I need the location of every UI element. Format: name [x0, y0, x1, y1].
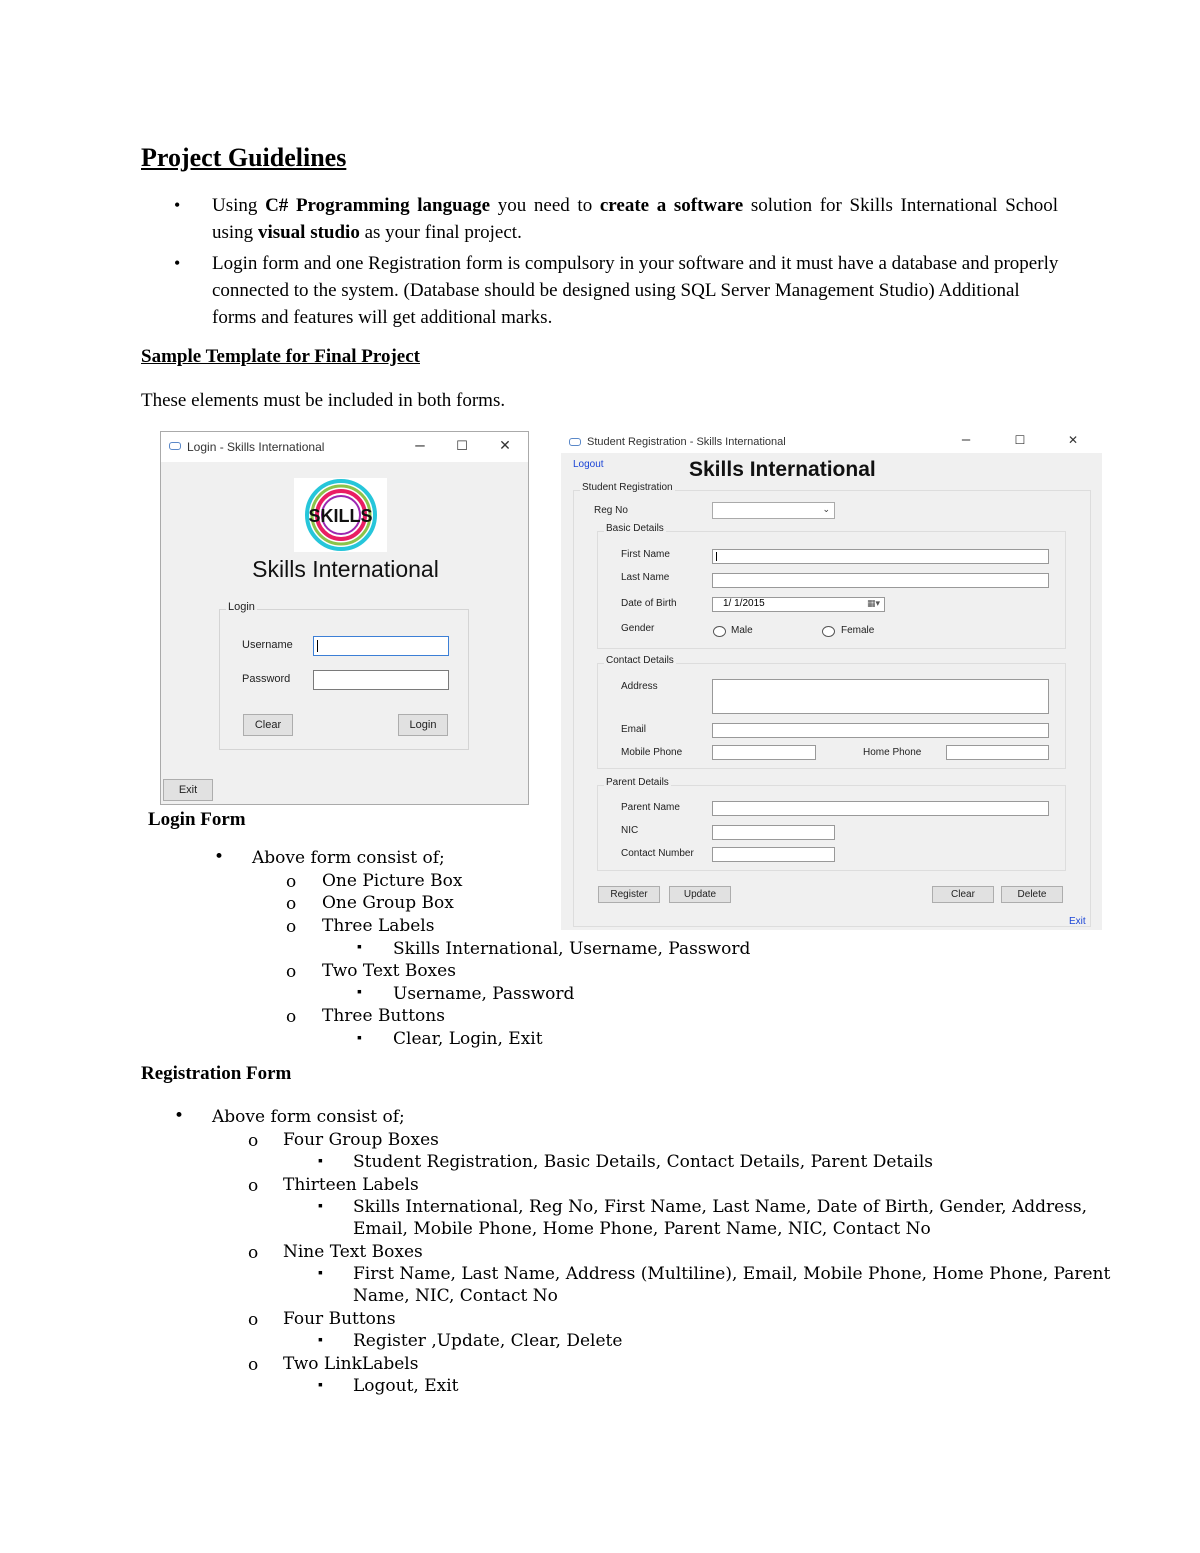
reg-item-buttons: Four Buttons [283, 1309, 396, 1329]
exit-button[interactable]: Exit [163, 779, 213, 801]
leaf-marker: ▪ [318, 1378, 323, 1393]
home-phone-input[interactable] [946, 745, 1049, 760]
reg-no-label: Reg No [594, 505, 628, 516]
login-item-buttons: Three Buttons [322, 1006, 445, 1026]
group-label: Contact Details [606, 655, 674, 666]
bullet-text: Login form and one Registration form is compulsory in your software and it must have a database and properly connected to the system. (Database should be designed using SQL Server Management Studio) Additional forms and features will get additional marks. [212, 253, 1059, 328]
leaf-marker: ▪ [318, 1266, 323, 1281]
bold-run: C# Programming language [265, 195, 491, 216]
registration-form-heading: Registration Form [141, 1063, 292, 1084]
email-label: Email [621, 724, 647, 735]
window-title: Student Registration - Skills International [587, 436, 786, 448]
register-button[interactable]: Register [598, 886, 660, 903]
username-input[interactable] [313, 636, 449, 656]
nic-input[interactable] [712, 825, 835, 840]
group-label: Basic Details [606, 523, 664, 534]
reg-item-link-labels: Two LinkLabels [283, 1354, 419, 1374]
address-input[interactable] [712, 679, 1049, 714]
nic-label: NIC [621, 825, 639, 836]
close-button[interactable]: ✕ [1067, 433, 1079, 447]
bold-run: visual studio [257, 222, 360, 243]
calendar-icon[interactable]: ▦▾ [866, 598, 880, 608]
login-item-picture-box: One Picture Box [322, 871, 463, 891]
app-icon [569, 438, 581, 446]
mobile-phone-label: Mobile Phone [621, 747, 683, 758]
reg-item-labels: Thirteen Labels [283, 1175, 419, 1195]
login-buttons-detail: Clear, Login, Exit [393, 1029, 543, 1049]
first-name-input[interactable] [712, 549, 1049, 564]
female-label: Female [841, 625, 875, 636]
dob-datepicker[interactable] [712, 597, 885, 612]
sub-marker: o [286, 1007, 297, 1027]
guideline-bullet-2 [174, 250, 1062, 331]
close-button[interactable]: ✕ [499, 437, 511, 453]
bullet-marker: • [174, 195, 181, 215]
clear-button[interactable]: Clear [932, 886, 994, 903]
password-input[interactable] [313, 670, 449, 690]
male-label: Male [731, 625, 753, 636]
group-label: Parent Details [606, 777, 669, 788]
exit-link[interactable]: Exit [1069, 916, 1086, 927]
clear-button[interactable]: Clear [243, 714, 293, 736]
login-bullet-marker: • [214, 847, 225, 867]
reg-textboxes-detail-2: Name, NIC, Contact No [353, 1286, 558, 1306]
login-item-labels: Three Labels [322, 916, 435, 936]
dob-value: 1/ 1/2015 [723, 598, 765, 609]
title-bar [161, 432, 528, 462]
login-button[interactable]: Login [398, 714, 448, 736]
group-label: Student Registration [582, 482, 673, 493]
text-run: solution for Skills International School using [212, 195, 1058, 243]
leaf-marker: ▪ [357, 985, 362, 1000]
bold-run: create a software [599, 195, 744, 216]
leaf-marker: ▪ [357, 1031, 362, 1046]
reg-no-combobox[interactable] [712, 502, 835, 519]
sub-marker: o [286, 962, 297, 982]
login-item-group-box: One Group Box [322, 893, 454, 913]
reg-links-detail: Logout, Exit [353, 1376, 459, 1396]
first-name-label: First Name [621, 549, 670, 560]
dob-label: Date of Birth [621, 598, 677, 609]
title-bar [561, 431, 1102, 453]
reg-consist-text: Above form consist of; [212, 1107, 405, 1127]
reg-item-group-boxes: Four Group Boxes [283, 1130, 439, 1150]
reg-labels-detail-1: Skills International, Reg No, First Name, Last Name, Date of Birth, Gender, Address, [353, 1197, 1088, 1217]
mobile-phone-input[interactable] [712, 745, 816, 760]
username-label: Username [242, 639, 293, 651]
reg-textboxes-detail-1: First Name, Last Name, Address (Multiline), Email, Mobile Phone, Home Phone, Parent [353, 1264, 1111, 1284]
female-radio[interactable] [822, 626, 835, 637]
app-icon [169, 442, 181, 450]
sub-marker: o [248, 1176, 259, 1196]
intro-text: These elements must be included in both forms. [141, 390, 506, 411]
leaf-marker: ▪ [357, 940, 362, 955]
sub-marker: o [286, 917, 297, 937]
gender-label: Gender [621, 623, 655, 634]
skills-logo [294, 478, 387, 552]
app-heading: Skills International [252, 556, 439, 582]
logo-text: SKILLS [308, 506, 373, 526]
email-input[interactable] [712, 723, 1049, 738]
login-form-heading: Login Form [148, 809, 246, 830]
address-label: Address [621, 681, 658, 692]
login-window [160, 431, 529, 805]
parent-name-input[interactable] [712, 801, 1049, 816]
reg-buttons-detail: Register ,Update, Clear, Delete [353, 1331, 623, 1351]
minimize-button[interactable]: – [961, 431, 971, 448]
sub-marker: o [248, 1355, 259, 1375]
password-label: Password [242, 673, 291, 685]
logout-link[interactable]: Logout [573, 459, 604, 470]
leaf-marker: ▪ [318, 1333, 323, 1348]
sub-marker: o [248, 1243, 259, 1263]
reg-groups-detail: Student Registration, Basic Details, Contact Details, Parent Details [353, 1152, 934, 1172]
reg-labels-detail-2: Email, Mobile Phone, Home Phone, Parent Name, NIC, Contact No [353, 1219, 931, 1239]
leaf-marker: ▪ [318, 1199, 323, 1214]
login-consist-text: Above form consist of; [252, 848, 445, 868]
minimize-button[interactable]: – [415, 435, 425, 454]
sub-marker: o [248, 1310, 259, 1330]
bullet-marker: • [174, 253, 181, 273]
parent-name-label: Parent Name [621, 802, 680, 813]
delete-button[interactable]: Delete [1001, 886, 1063, 903]
contact-number-label: Contact Number [621, 848, 694, 859]
text-run: as your final project. [359, 222, 522, 243]
page-title: Project Guidelines [141, 143, 347, 172]
contact-number-input[interactable] [712, 847, 835, 862]
home-phone-label: Home Phone [863, 747, 922, 758]
last-name-label: Last Name [621, 572, 670, 583]
login-labels-detail: Skills International, Username, Password [393, 939, 751, 959]
text-caret [716, 552, 717, 561]
login-textboxes-detail: Username, Password [393, 984, 575, 1004]
reg-bullet-marker: • [174, 1106, 185, 1126]
group-label: Login [228, 601, 255, 613]
text-run: you need to [490, 195, 600, 216]
window-title: Login - Skills International [187, 440, 325, 454]
sub-marker: o [248, 1131, 259, 1151]
sub-marker: o [286, 894, 297, 914]
login-item-text-boxes: Two Text Boxes [322, 961, 456, 981]
text-caret [317, 640, 318, 652]
guideline-bullet-1 [174, 192, 1058, 246]
registration-window [561, 431, 1102, 930]
male-radio[interactable] [713, 626, 726, 637]
last-name-input[interactable] [712, 573, 1049, 588]
app-heading: Skills International [689, 458, 876, 481]
text-run: Using [212, 195, 266, 216]
maximize-button[interactable]: ☐ [456, 438, 468, 453]
reg-item-text-boxes: Nine Text Boxes [283, 1242, 423, 1262]
sub-marker: o [286, 872, 297, 892]
chevron-down-icon: ⌄ [822, 504, 830, 514]
update-button[interactable]: Update [669, 886, 731, 903]
maximize-button[interactable]: ☐ [1014, 433, 1026, 447]
leaf-marker: ▪ [318, 1154, 323, 1169]
sample-heading: Sample Template for Final Project [141, 346, 420, 367]
